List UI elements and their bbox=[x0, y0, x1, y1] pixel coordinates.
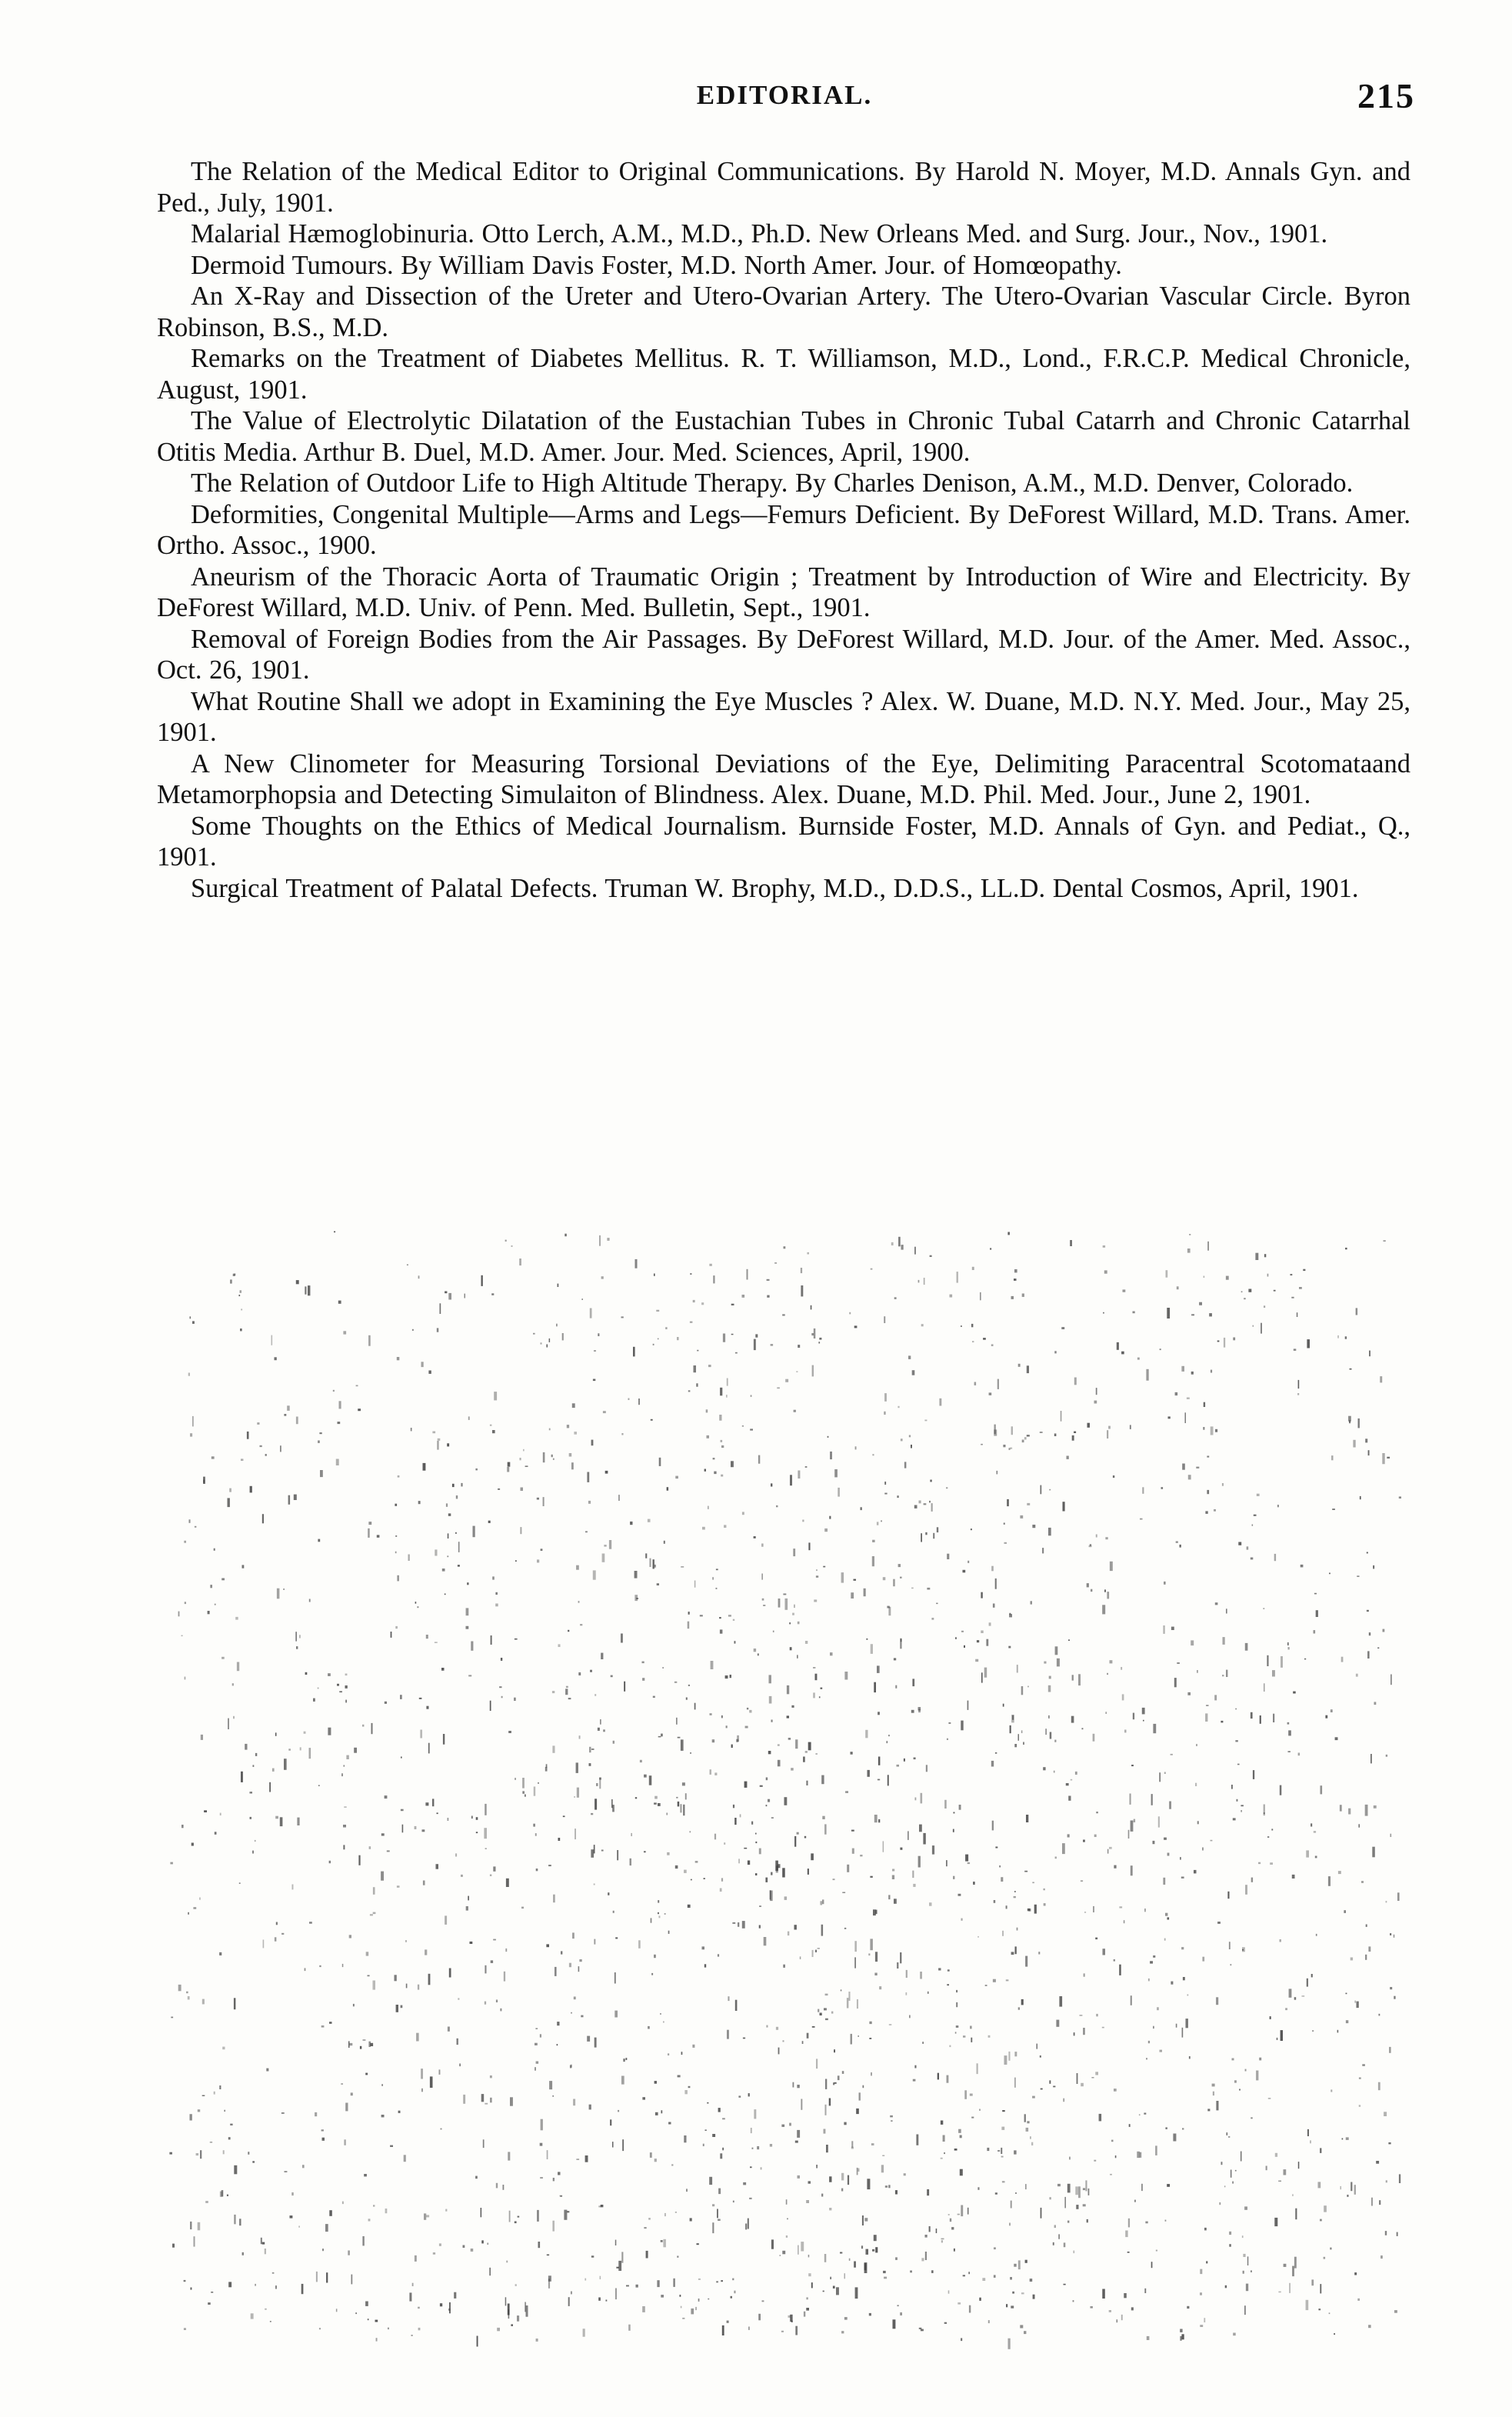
citation-entry: Remarks on the Treatment of Diabetes Mellitus. R. T. Williamson, M.D., Lond., F.R.C.P. Medical Chronicle, August, 1901. bbox=[157, 344, 1410, 405]
citation-list bbox=[157, 156, 1410, 904]
citation-entry: The Relation of Outdoor Life to High Altitude Therapy. By Charles Denison, A.M., M.D. Denver, Colorado. bbox=[191, 468, 1354, 498]
citation-entry: Malarial Hæmoglobinuria. Otto Lerch, A.M., M.D., Ph.D. New Orleans Med. and Surg. Jour., Nov., 1901. bbox=[191, 219, 1328, 248]
citation-entry: Aneurism of the Thoracic Aorta of Traumatic Origin ; Treatment by Introduction of Wire and Electricity. By DeForest Willard, M.D. Univ. of Penn. Med. Bulletin, Sept., 1901. bbox=[157, 562, 1410, 622]
page-number: 215 bbox=[1357, 76, 1415, 115]
citation-entry: Removal of Foreign Bodies from the Air Passages. By DeForest Willard, M.D. Jour. of the Amer. Med. Assoc., Oct. 26, 1901. bbox=[157, 624, 1410, 685]
citation-entry: Some Thoughts on the Ethics of Medical Journalism. Burnside Foster, M.D. Annals of Gyn. and Pediat., Q., 1901. bbox=[157, 811, 1410, 872]
citation-entry: An X-Ray and Dissection of the Ureter and Utero-Ovarian Artery. The Utero-Ovarian Vascular Circle. Byron Robinson, B.S., M.D. bbox=[157, 282, 1410, 342]
running-head: EDITORIAL. bbox=[696, 80, 873, 110]
citation-entry: Dermoid Tumours. By William Davis Foster, M.D. North Amer. Jour. of Homœopathy. bbox=[191, 250, 1122, 280]
citation-entry: What Routine Shall we adopt in Examining the Eye Muscles ? Alex. W. Duane, M.D. N.Y. Med. Jour., May 25, 1901. bbox=[157, 686, 1410, 747]
citation-entry: A New Clinometer for Measuring Torsional Deviations of the Eye, Delimiting Paracentral Scotomataand Metamorphopsia and Detecting Simulaiton of Blindness. Alex. Duane, M.D. Phil. Med. Jour., June 2, 1901. bbox=[157, 748, 1410, 809]
citation-entry: Deformities, Congenital Multiple—Arms and Legs—Femurs Deficient. By DeForest Willard, M.D. Trans. Amer. Ortho. Assoc., 1900. bbox=[157, 499, 1410, 560]
citation-entry: The Relation of the Medical Editor to Original Communications. By Harold N. Moyer, M.D. Annals Gyn. and Ped., July, 1901. bbox=[157, 157, 1410, 218]
citation-entry: The Value of Electrolytic Dilatation of the Eustachian Tubes in Chronic Tubal Catarrh and Chronic Catarrhal Otitis Media. Arthur B. Duel, M.D. Amer. Jour. Med. Sciences, April, 1900. bbox=[157, 406, 1410, 467]
page-header bbox=[154, 77, 1415, 123]
citation-entry: Surgical Treatment of Palatal Defects. Truman W. Brophy, M.D., D.D.S., LL.D. Dental Cosmos, April, 1901. bbox=[191, 873, 1359, 903]
